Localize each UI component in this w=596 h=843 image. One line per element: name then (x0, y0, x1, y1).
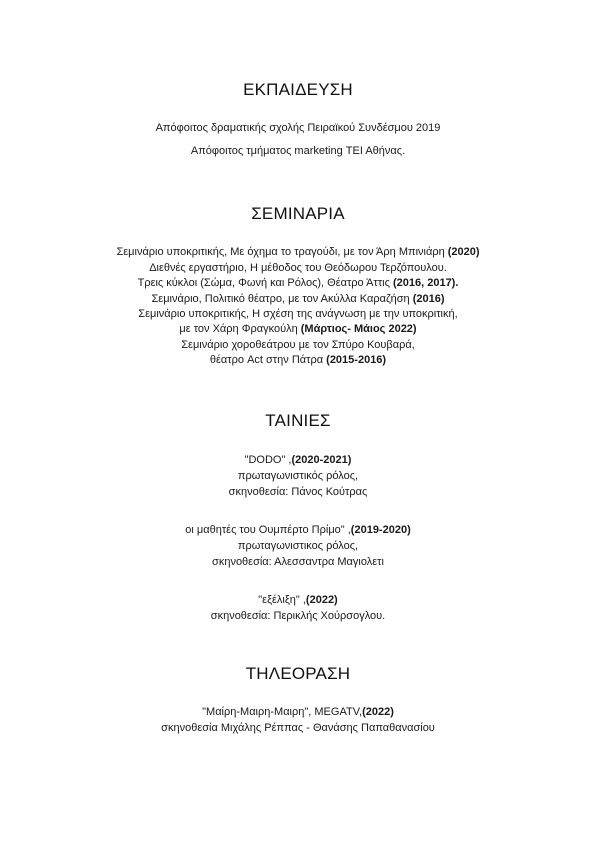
seminar-line: Σεμινάριο υποκριτικής, Με όχημα το τραγούδι, με τον Άρη Μπινιάρη (2020) (116, 246, 480, 258)
film-line: σκηνοθεσία: Πάνος Κούτρας (228, 486, 368, 498)
seminar-line: Τρεις κύκλοι (Σώμα, Φωνή και Ρόλος), Θέατρο Άττις (2016, 2017). (137, 277, 459, 289)
education-line: Απόφοιτος τμήματος marketing ΤΕΙ Αθήνας. (190, 145, 406, 157)
seminar-line: Διεθνές εργαστήριο, Η μέθοδος του Θεόδωρου Τερζόπουλου. (149, 262, 447, 274)
television-line: σκηνοθεσία Μιχάλης Ρέππας - Θανάσης Παπαθανασίου (161, 722, 435, 734)
film-line: "εξέλιξη" ,(2022) (258, 594, 338, 606)
education-heading: ΕΚΠΑΙΔΕΥΣΗ (243, 80, 353, 99)
film-line: οι μαθητές του Ουμπέρτο Πρίμο" ,(2019-2020) (185, 524, 411, 536)
seminar-line: Σεμινάριο υποκριτικής, Η σχέση της ανάγνωση με την υποκριτική, (138, 308, 458, 320)
television-heading: ΤΗΛΕΟΡΑΣΗ (245, 664, 351, 683)
film-line: σκηνοθεσία: Αλεσσαντρα Μαγιολετι (212, 556, 384, 568)
seminar-line: Σεμινάριο χοροθεάτρου με τον Σπύρο Κουβαρά, (181, 339, 415, 351)
seminar-line: θέατρο Act στην Πάτρα (2015-2016) (209, 354, 387, 366)
education-line: Απόφοιτος δραματικής σχολής Πειραϊκού Συνδέσμου 2019 (155, 122, 441, 134)
seminars-heading: ΣΕΜΙΝΑΡΙΑ (251, 204, 345, 223)
film-line: πρωταγωνιστικος ρόλος, (237, 540, 359, 552)
television-line: "Μαίρη-Μαιρη-Μαιρη", MEGATV,(2022) (202, 706, 394, 718)
seminar-line: Σεμινάριο, Πολιτικό θέατρο, με τον Ακύλλα Καραζήση (2016) (151, 293, 445, 305)
film-line: "DODO" ,(2020-2021) (244, 454, 352, 466)
film-line: πρωταγωνιστικός ρόλος, (237, 470, 359, 482)
films-heading: ΤΑΙΝΙΕΣ (265, 411, 331, 430)
film-line: σκηνοθεσία: Περικλής Χούρσογλου. (210, 610, 386, 622)
seminar-line: με τον Χάρη Φραγκούλη (Μάρτιος- Μάιος 2022) (179, 323, 417, 335)
